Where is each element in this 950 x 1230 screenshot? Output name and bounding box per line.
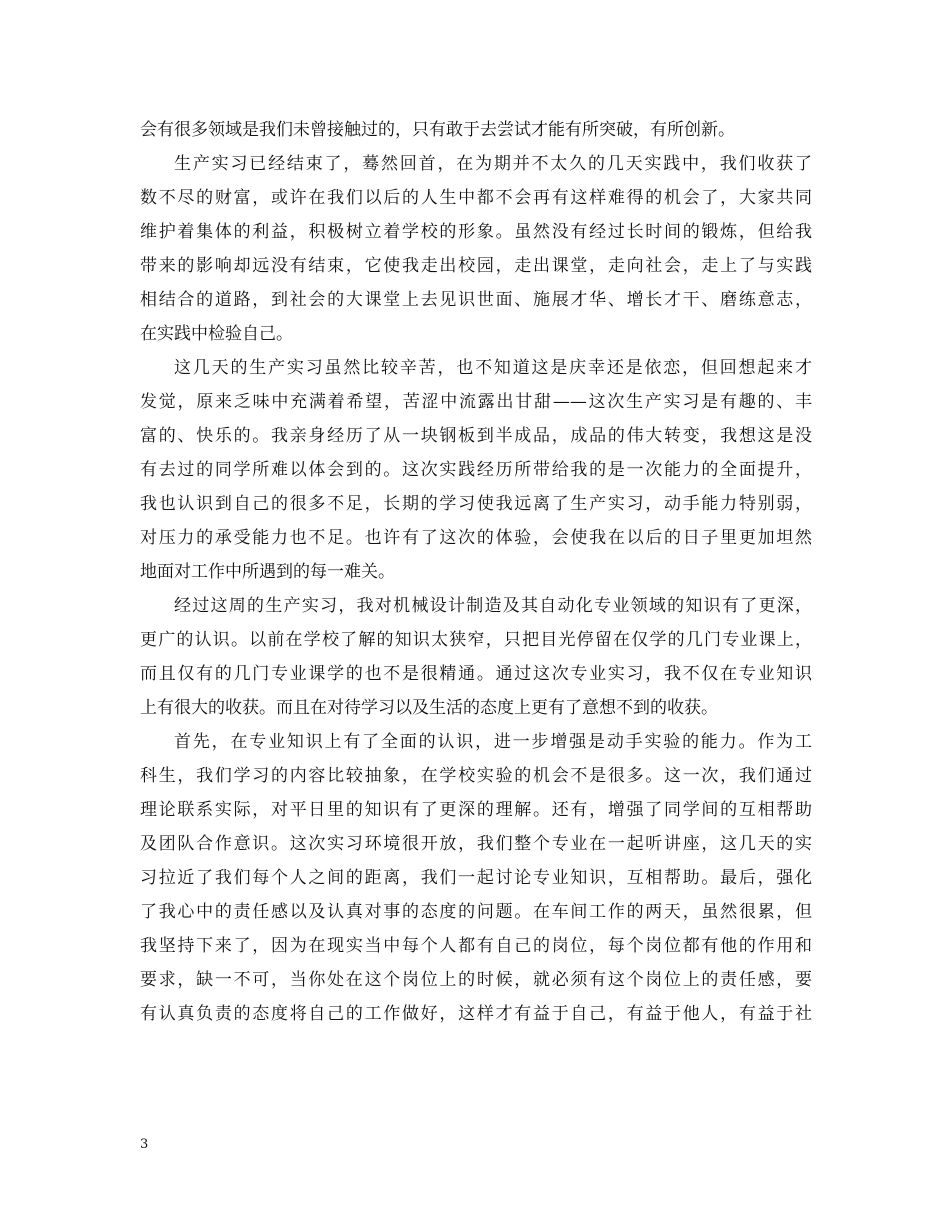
text-line: 理论联系实际，对平日里的知识有了更深的理解。还有，增强了同学间的互相帮助 (140, 800, 812, 820)
text-line: 上有很大的收获。而且在对待学习以及生活的态度上更有了意想不到的收获。 (140, 698, 718, 718)
text-line: 带来的影响却远没有结束，它使我走出校园，走出课堂，走向社会，走上了与实践 (140, 256, 812, 276)
text-line: 了我心中的责任感以及认真对事的态度的问题。在车间工作的两天，虽然很累，但 (140, 902, 812, 922)
text-line: 有认真负责的态度将自己的工作做好，这样才有益于自己，有益于他人，有益于社 (140, 1004, 812, 1024)
text-line: 发觉，原来乏味中充满着希望，苦涩中流露出甘甜——这次生产实习是有趣的、丰 (140, 392, 812, 412)
text-line: 相结合的道路，到社会的大课堂上去见识世面、施展才华、增长才干、磨练意志， (140, 290, 812, 310)
paragraph-first-line: 经过这周的生产实习，我对机械设计制造及其自动化专业领域的知识有了更深， (174, 596, 812, 616)
text-line: 要求，缺一不可，当你处在这个岗位上的时候，就必须有这个岗位上的责任感，要 (140, 970, 812, 990)
text-line: 更广的认识。以前在学校了解的知识太狭窄，只把目光停留在仅学的几门专业课上， (140, 630, 812, 650)
text-line: 而且仅有的几门专业课学的也不是很精通。通过这次专业实习，我不仅在专业知识 (140, 664, 812, 684)
text-line: 及团队合作意识。这次实习环境很开放，我们整个专业在一起听讲座，这几天的实 (140, 834, 812, 854)
paragraph-first-line: 首先，在专业知识上有了全面的认识，进一步增强是动手实验的能力。作为工 (174, 732, 812, 752)
text-line: 数不尽的财富，或许在我们以后的人生中都不会再有这样难得的机会了，大家共同 (140, 188, 812, 208)
text-line: 我也认识到自己的很多不足，长期的学习使我远离了生产实习，动手能力特别弱， (140, 494, 812, 514)
text-line: 地面对工作中所遇到的每一难关。 (140, 562, 395, 582)
text-line: 在实践中检验自己。 (140, 324, 293, 344)
text-line: 维护着集体的利益，积极树立着学校的形象。虽然没有经过长时间的锻炼，但给我 (140, 222, 812, 242)
text-line: 对压力的承受能力也不足。也许有了这次的体验，会使我在以后的日子里更加坦然 (140, 528, 812, 548)
paragraph-first-line: 这几天的生产实习虽然比较辛苦，也不知道这是庆幸还是依恋，但回想起来才 (174, 358, 812, 378)
text-line: 科生，我们学习的内容比较抽象，在学校实验的机会不是很多。这一次，我们通过 (140, 766, 812, 786)
text-line: 有去过的同学所难以体会到的。这次实践经历所带给我的是一次能力的全面提升， (140, 460, 812, 480)
text-line: 习拉近了我们每个人之间的距离，我们一起讨论专业知识，互相帮助。最后，强化 (140, 868, 812, 888)
text-line: 富的、快乐的。我亲身经历了从一块钢板到半成品，成品的伟大转变，我想这是没 (140, 426, 812, 446)
text-line: 会有很多领域是我们未曾接触过的，只有敢于去尝试才能有所突破，有所创新。 (140, 120, 735, 140)
body-text (140, 113, 812, 1031)
page-number: 3 (140, 1137, 149, 1152)
text-line: 我坚持下来了，因为在现实当中每个人都有自己的岗位，每个岗位都有他的作用和 (140, 936, 812, 956)
paragraph-first-line: 生产实习已经结束了，蓦然回首，在为期并不太久的几天实践中，我们收获了 (174, 154, 812, 174)
